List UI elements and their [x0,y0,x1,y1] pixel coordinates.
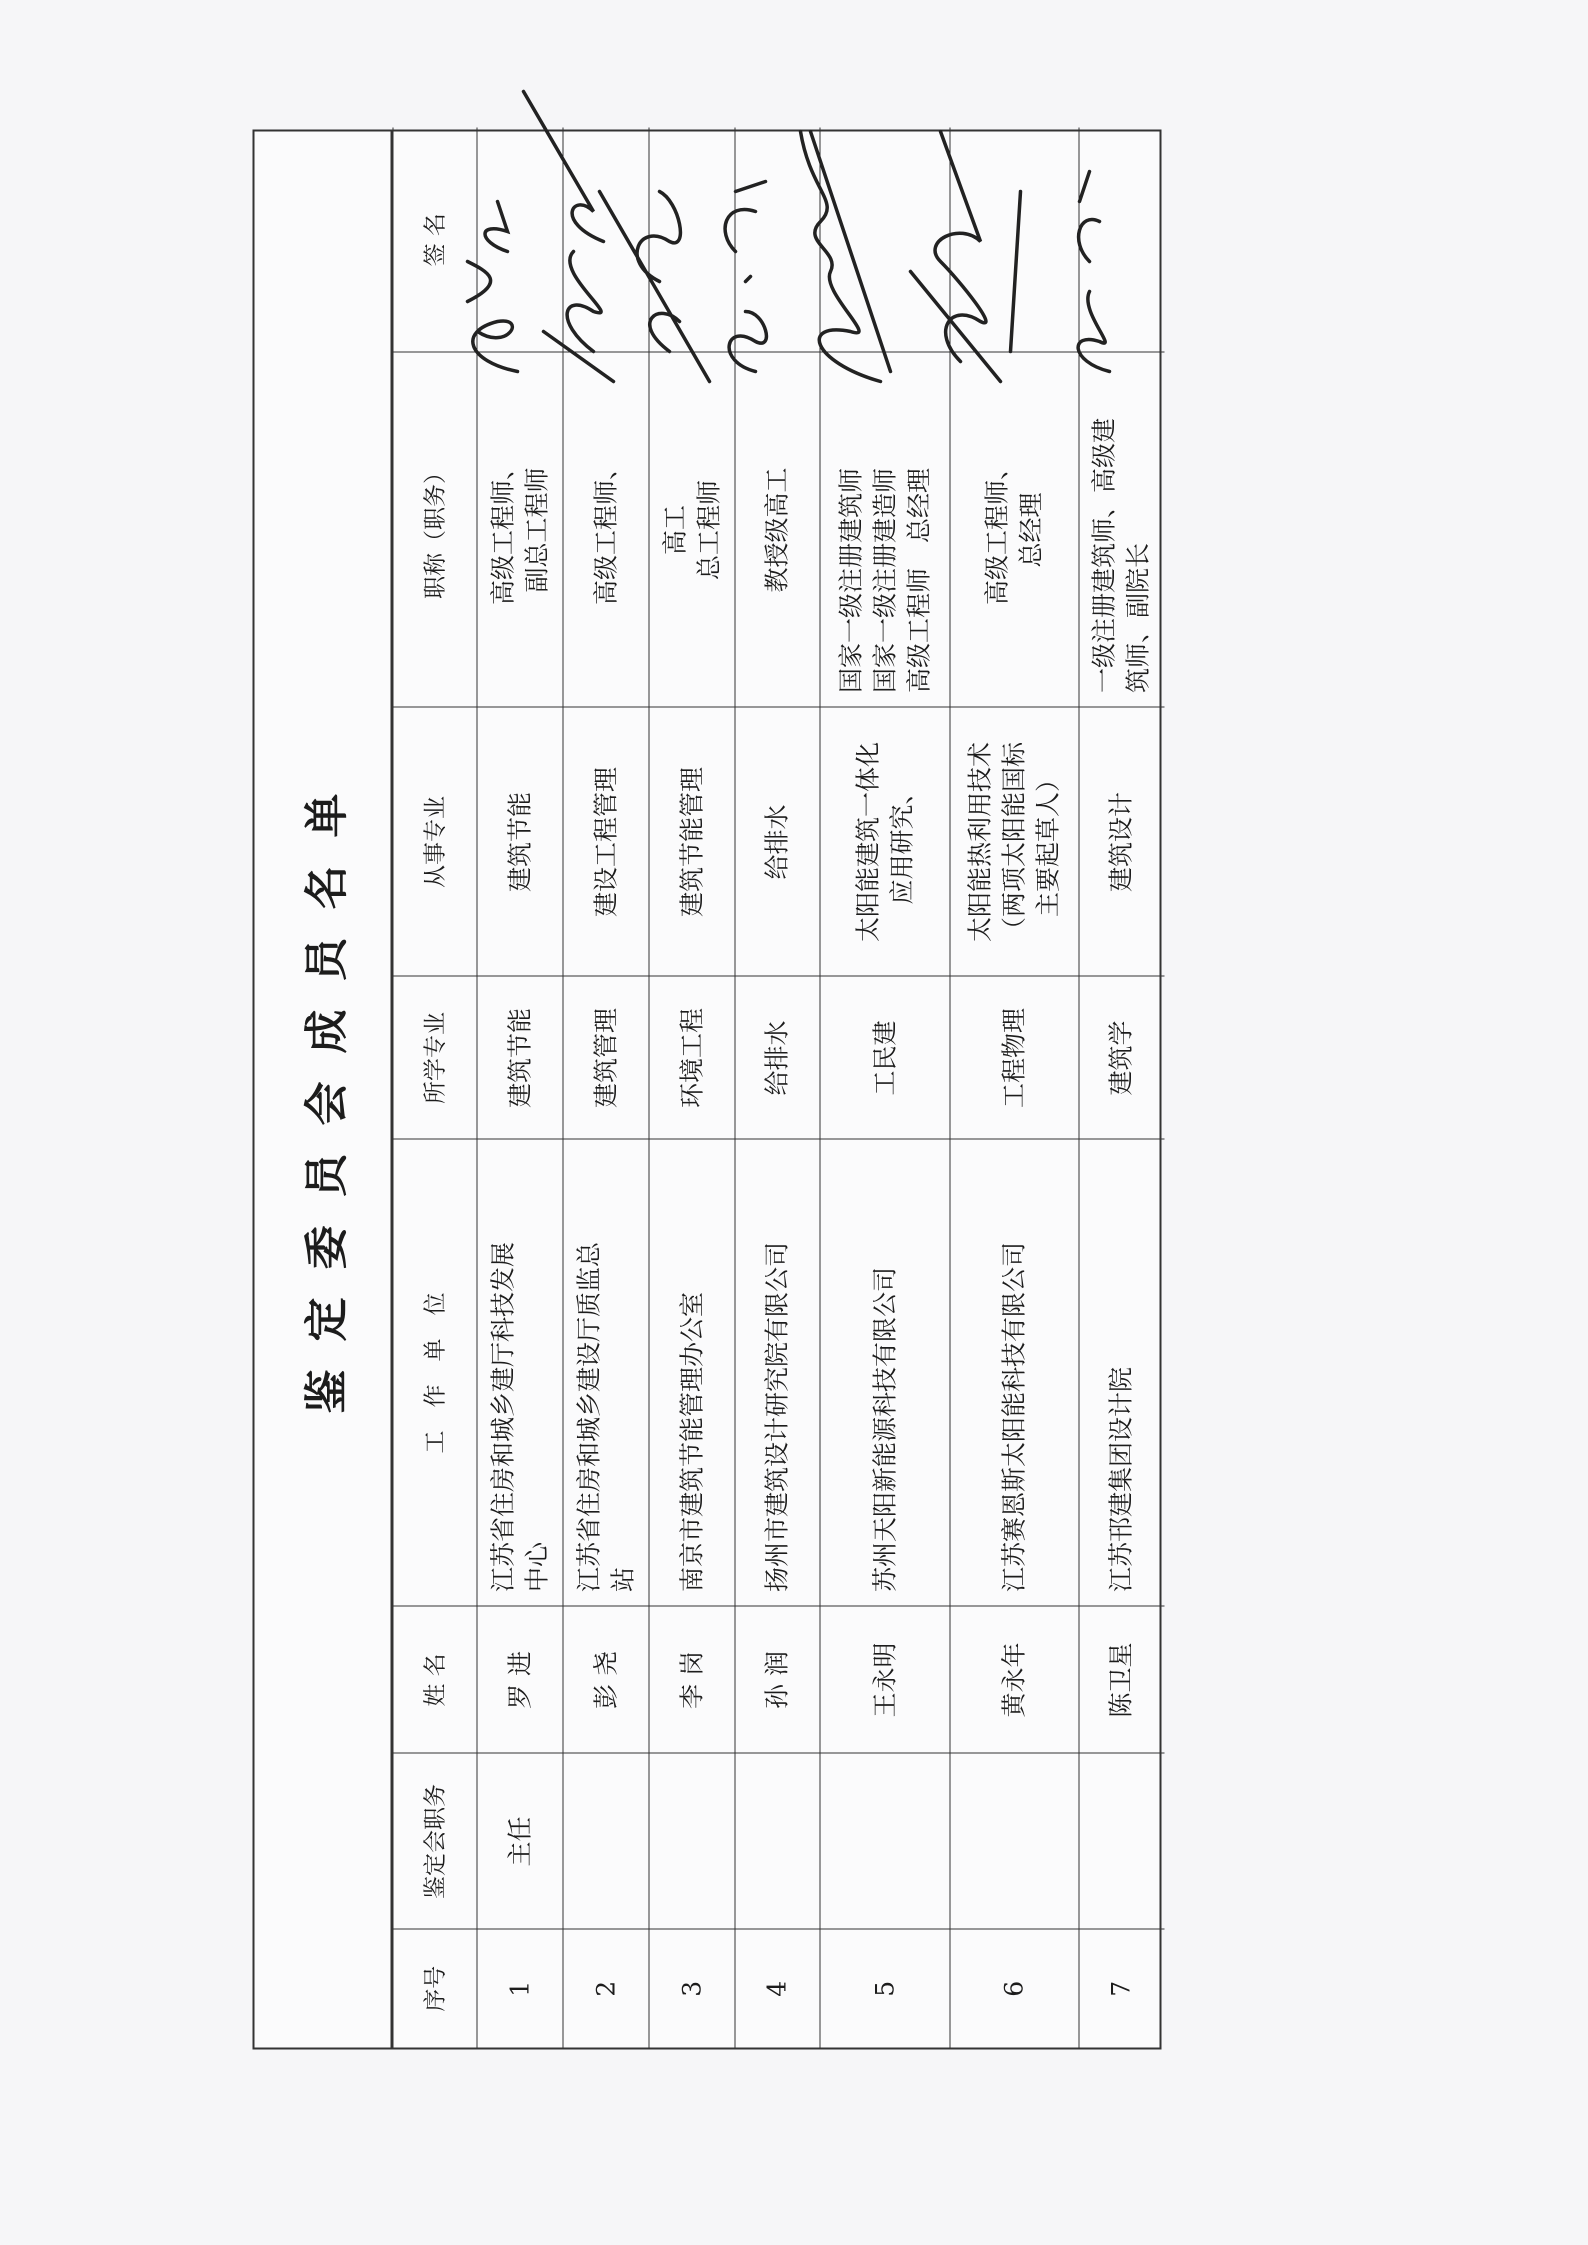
header-field: 从事专业 [393,707,477,976]
header-row [393,127,477,2047]
table-row [563,127,649,2047]
cell-studied: 建筑管理 [563,976,649,1139]
cell-studied: 给排水 [735,976,820,1139]
cell-no: 5 [820,1929,950,2047]
cell-unit: 江苏省住房和城乡建厅科技发展 中心 [477,1139,563,1606]
signature-cell [1079,127,1164,352]
header-no: 序号 [393,1929,477,2047]
cell-no: 6 [950,1929,1079,2047]
table-row [950,127,1079,2047]
cell-field: 建设工程管理 [563,707,649,976]
cell-no: 4 [735,1929,820,2047]
cell-role [820,1753,950,1929]
cell-title: 高级工程师、 副总工程师 [477,352,563,707]
cell-title: 高工 总工程师 [649,352,735,707]
cell-no: 2 [563,1929,649,2047]
cell-unit: 苏州天阳新能源科技有限公司 [820,1139,950,1606]
handwritten-signature [1049,92,1179,392]
header-role: 鉴定会职务 [393,1753,477,1929]
cell-field: 给排水 [735,707,820,976]
cell-role [950,1753,1079,1929]
cell-no: 1 [477,1929,563,2047]
cell-name: 李 岗 [649,1606,735,1753]
cell-field: 建筑节能管理 [649,707,735,976]
cell-studied: 工程物理 [950,976,1079,1139]
cell-unit: 江苏赛恩斯太阳能科技有限公司 [950,1139,1079,1606]
table-row [649,127,735,2047]
cell-name: 黄永年 [950,1606,1079,1753]
cell-name: 陈卫星 [1079,1606,1164,1753]
cell-field: 太阳能建筑一体化 应用研究、 [820,707,950,976]
table-row [820,127,950,2047]
member-table [392,127,1164,2047]
cell-title: 教授级高工 [735,352,820,707]
cell-field: 建筑设计 [1079,707,1164,976]
cell-title: 高级工程师、 [563,352,649,707]
cell-no: 7 [1079,1929,1164,2047]
cell-title: 一级注册建筑师、高级建 筑师、副院长 [1079,352,1164,707]
cell-title: 国家一级注册建筑师 国家一级注册建造师 高级工程师 总经理 [820,352,950,707]
cell-name: 孙 润 [735,1606,820,1753]
cell-unit: 江苏省住房和城乡建设厅质监总 站 [563,1139,649,1606]
header-signature: 签 名 [393,127,477,352]
table-row [1079,127,1164,2047]
cell-unit: 江苏邗建集团设计院 [1079,1139,1164,1606]
cell-field: 太阳能热利用技术 （两项太阳能国标 主要起草人） [950,707,1079,976]
cell-role [649,1753,735,1929]
header-studied: 所学专业 [393,976,477,1139]
table-row [477,127,563,2047]
cell-studied: 建筑学 [1079,976,1164,1139]
cell-role [1079,1753,1164,1929]
cell-name: 罗 进 [477,1606,563,1753]
committee-member-list [252,129,1161,2049]
cell-unit: 扬州市建筑设计研究院有限公司 [735,1139,820,1606]
cell-name: 王永明 [820,1606,950,1753]
cell-name: 彭 尧 [563,1606,649,1753]
document-title: 鉴定委员会成员名单 [254,131,392,2047]
cell-no: 3 [649,1929,735,2047]
cell-studied: 建筑节能 [477,976,563,1139]
cell-unit: 南京市建筑节能管理办公室 [649,1139,735,1606]
handwritten-signature [790,92,920,392]
cell-role [735,1753,820,1929]
cell-studied: 环境工程 [649,976,735,1139]
table-row [735,127,820,2047]
handwritten-signature [920,92,1050,392]
cell-role [563,1753,649,1929]
header-unit: 工 作 单 位 [393,1139,477,1606]
cell-studied: 工民建 [820,976,950,1139]
cell-role: 主任 [477,1753,563,1929]
cell-title: 高级工程师、 总经理 [950,352,1079,707]
header-title: 职称（职务） [393,352,477,707]
cell-field: 建筑节能 [477,707,563,976]
header-name: 姓 名 [393,1606,477,1753]
